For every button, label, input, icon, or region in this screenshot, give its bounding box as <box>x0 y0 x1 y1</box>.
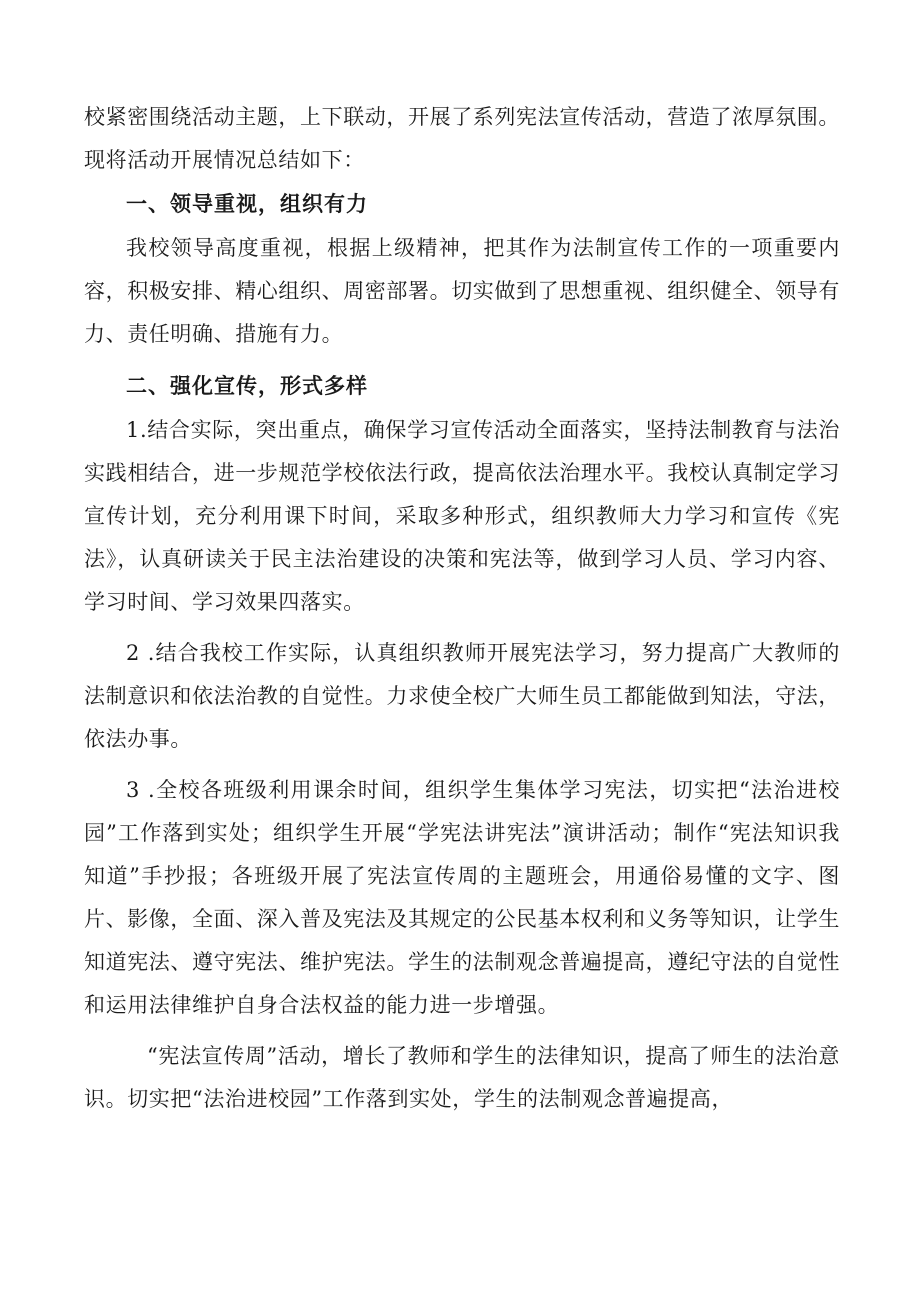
publicity-item-2: 2 .结合我校工作实际，认真组织教师开展宪法学习，努力提高广大教师的法制意识和依法治教的自觉性。力求使全校广大师生员工都能做到知法，守法，依法办事。 <box>84 641 840 751</box>
closing-paragraph: “宪法宣传周”活动，增长了教师和学生的法律知识，提高了师生的法治意识。切实把“法治进校园”工作落到实处，学生的法制观念普遍提高， <box>84 1044 840 1111</box>
leadership-paragraph: 我校领导高度重视，根据上级精神，把其作为法制宣传工作的一项重要内容，积极安排、精心组织、周密部署。切实做到了思想重视、组织健全、领导有力、责任明确、措施有力。 <box>84 236 840 346</box>
intro-paragraph: 校紧密围绕活动主题，上下联动，开展了系列宪法宣传活动，营造了浓厚氛围。现将活动开展情况总结如下： <box>84 105 840 172</box>
publicity-item-3: 3 .全校各班级利用课余时间，组织学生集体学习宪法，切实把“法治进校园”工作落到实处；组织学生开展“学宪法讲宪法”演讲活动；制作“宪法知识我知道”手抄报；各班级开展了宪法宣传周的主题班会，用通俗易懂的文字、图片、影像，全面、深入普及宪法及其规定的公民基本权利和义务等知识，让学生知道宪法、遵守宪法、维护宪法。学生的法制观念普遍提高，遵纪守法的自觉性和运用法律维护自身合法权益的能力进一步增强。 <box>84 778 840 1017</box>
section-heading-leadership: 一、领导重视，组织有力 <box>126 192 368 216</box>
document-page <box>84 96 840 1121</box>
section-heading-publicity: 二、强化宣传，形式多样 <box>126 374 368 398</box>
publicity-item-1: 1.结合实际，突出重点，确保学习宣传活动全面落实，坚持法制教育与法治实践相结合，进一步规范学校依法行政，提高依法治理水平。我校认真制定学习宣传计划，充分利用课下时间，采取多种形式，组织教师大力学习和宣传《宪法》，认真研读关于民主法治建设的决策和宪法等，做到学习人员、学习内容、学习时间、学习效果四落实。 <box>84 418 840 614</box>
